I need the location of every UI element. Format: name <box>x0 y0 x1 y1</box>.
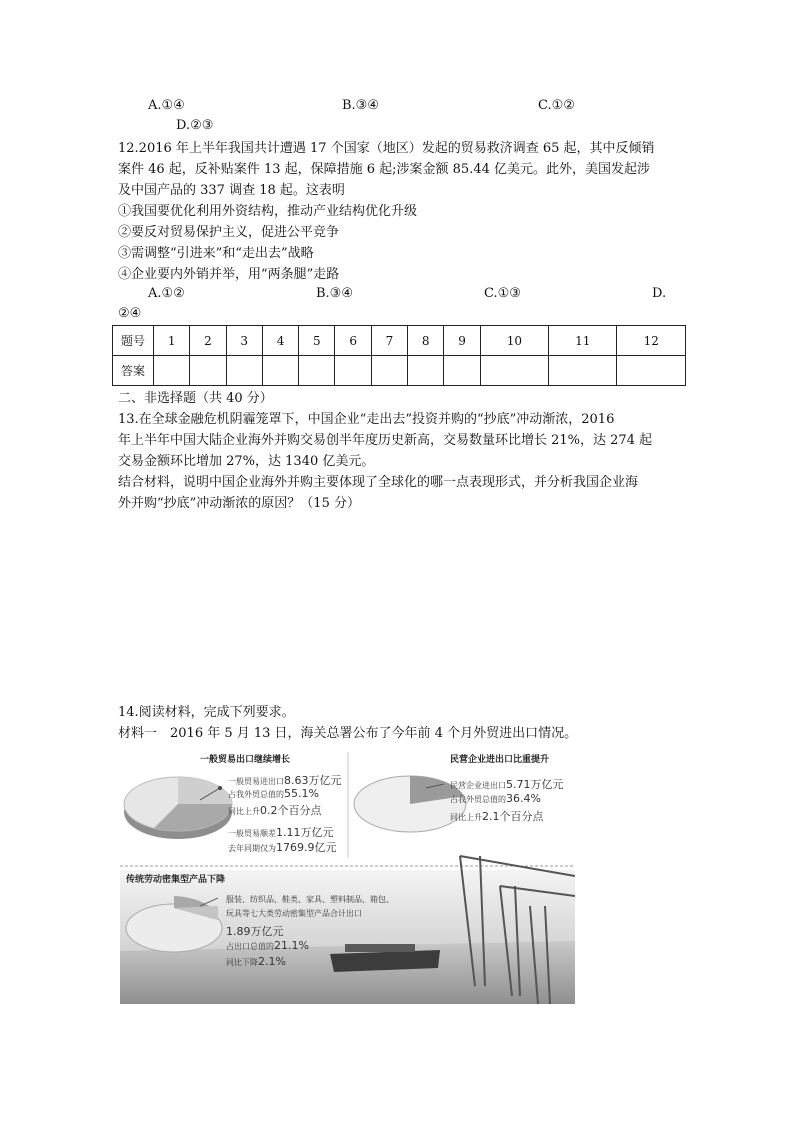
panel1-title: 一般贸易出口继续增长 <box>200 755 291 765</box>
q12-line1: 12.2016 年上半年我国共计遭遇 17 个国家（地区）发起的贸易救济调查 65 起，其中反倾销 <box>118 141 655 156</box>
table-header-number: 题号 <box>113 326 154 356</box>
panel3-line4: 占出口总值的21.1% <box>226 939 309 952</box>
table-cell-number: 1 <box>154 326 190 356</box>
q12-option-d-letter: D. <box>652 286 667 301</box>
q12-option-c: C.①③ <box>484 286 521 301</box>
q11-option-c: C.①② <box>538 98 575 113</box>
panel3-line5: 同比下降2.1% <box>226 955 286 968</box>
panel2-line1: 民营企业进出口5.71万亿元 <box>450 778 564 791</box>
answer-cell[interactable] <box>408 356 444 386</box>
q12-option-b: B.③④ <box>316 286 353 301</box>
section-heading: 二、非选择题（共 40 分） <box>118 391 273 406</box>
panel3-line1: 服装、纺织品、鞋类、家具、塑料制品、箱包、 <box>226 895 394 904</box>
table-header-answer: 答案 <box>113 356 154 386</box>
panel1-line5: 去年同期仅为1769.9亿元 <box>228 841 337 854</box>
q12-option-a: A.①② <box>148 286 185 301</box>
panel1-line3: 同比上升0.2个百分点 <box>228 804 322 817</box>
answer-table <box>112 325 686 386</box>
answer-cell[interactable] <box>549 356 617 386</box>
table-cell-number: 3 <box>226 326 262 356</box>
panel2-line2: 占我外贸总值的36.4% <box>450 792 541 805</box>
panel3-line3: 1.89万亿元 <box>226 925 284 938</box>
answer-cell[interactable] <box>371 356 407 386</box>
trade-infographic <box>120 746 575 1004</box>
q12-line2: 案件 46 起，反补贴案件 13 起，保障措施 6 起;涉案金额 85.44 亿美元。此外，美国发起涉 <box>118 162 651 177</box>
answer-cell[interactable] <box>335 356 371 386</box>
q13-line5: 外并购“抄底”冲动渐浓的原因？（15 分） <box>118 496 360 511</box>
q12-line3: 及中国产品的 337 调查 18 起。这表明 <box>118 183 345 198</box>
table-cell-number: 12 <box>617 326 686 356</box>
answer-cell[interactable] <box>480 356 548 386</box>
q12-option-d-value: ②④ <box>118 306 142 321</box>
table-cell-number: 11 <box>549 326 617 356</box>
table-cell-number: 7 <box>371 326 407 356</box>
answer-cell[interactable] <box>262 356 298 386</box>
q11-option-b: B.③④ <box>342 98 379 113</box>
table-cell-number: 10 <box>480 326 548 356</box>
q12-statement-3: ③需调整“引进来”和“走出去”战略 <box>118 246 314 261</box>
table-row <box>113 356 686 386</box>
table-cell-number: 6 <box>335 326 371 356</box>
q12-statement-1: ①我国要优化利用外资结构，推动产业结构优化升级 <box>118 204 418 219</box>
q13-line2: 年上半年中国大陆企业海外并购交易创半年度历史新高，交易数量环比增长 21%，达 274 起 <box>118 433 653 448</box>
panel3-line2: 玩具等七大类劳动密集型产品合计出口 <box>226 909 362 918</box>
panel2-title: 民营企业进出口比重提升 <box>450 755 550 765</box>
table-row <box>113 326 686 356</box>
pie-chart-1 <box>124 777 232 839</box>
q13-line1: 13.在全球金融危机阴霾笼罩下，中国企业“走出去”投资并购的“抄底”冲动渐浓，2016 <box>118 412 615 427</box>
q12-statement-4: ④企业要内外销并举，用“两条腿”走路 <box>118 267 340 282</box>
table-cell-number: 9 <box>444 326 480 356</box>
q13-line3: 交易金额环比增加 27%，达 1340 亿美元。 <box>118 454 375 469</box>
q14-material-line: 材料一 2016 年 5 月 13 日，海关总署公布了今年前 4 个月外贸进出口情况。 <box>118 726 578 741</box>
q13-line4: 结合材料，说明中国企业海外并购主要体现了全球化的哪一点表现形式，并分析我国企业海 <box>118 475 639 490</box>
panel3-title: 传统劳动密集型产品下降 <box>126 875 226 885</box>
table-cell-number: 8 <box>408 326 444 356</box>
panel1-line2: 占我外贸总值的55.1% <box>228 787 319 800</box>
callout-dot <box>218 786 222 790</box>
pie-slice <box>178 777 232 804</box>
answer-cell[interactable] <box>444 356 480 386</box>
q11-option-d: D.②③ <box>176 118 214 133</box>
table-cell-number: 2 <box>190 326 226 356</box>
answer-cell[interactable] <box>226 356 262 386</box>
q12-statement-2: ②要反对贸易保护主义，促进公平竞争 <box>118 225 340 240</box>
panel1-line1: 一般贸易进出口8.63万亿元 <box>228 774 342 787</box>
ship-containers <box>345 944 415 952</box>
table-cell-number: 4 <box>262 326 298 356</box>
table-cell-number: 5 <box>299 326 335 356</box>
answer-cell[interactable] <box>190 356 226 386</box>
q14-line1: 14.阅读材料，完成下列要求。 <box>118 705 295 720</box>
answer-cell[interactable] <box>154 356 190 386</box>
q11-option-a: A.①④ <box>148 98 185 113</box>
answer-cell[interactable] <box>299 356 335 386</box>
panel1-line4: 一般贸易顺差1.11万亿元 <box>228 826 334 839</box>
answer-cell[interactable] <box>617 356 686 386</box>
panel2-line3: 同比上升2.1个百分点 <box>450 810 544 823</box>
